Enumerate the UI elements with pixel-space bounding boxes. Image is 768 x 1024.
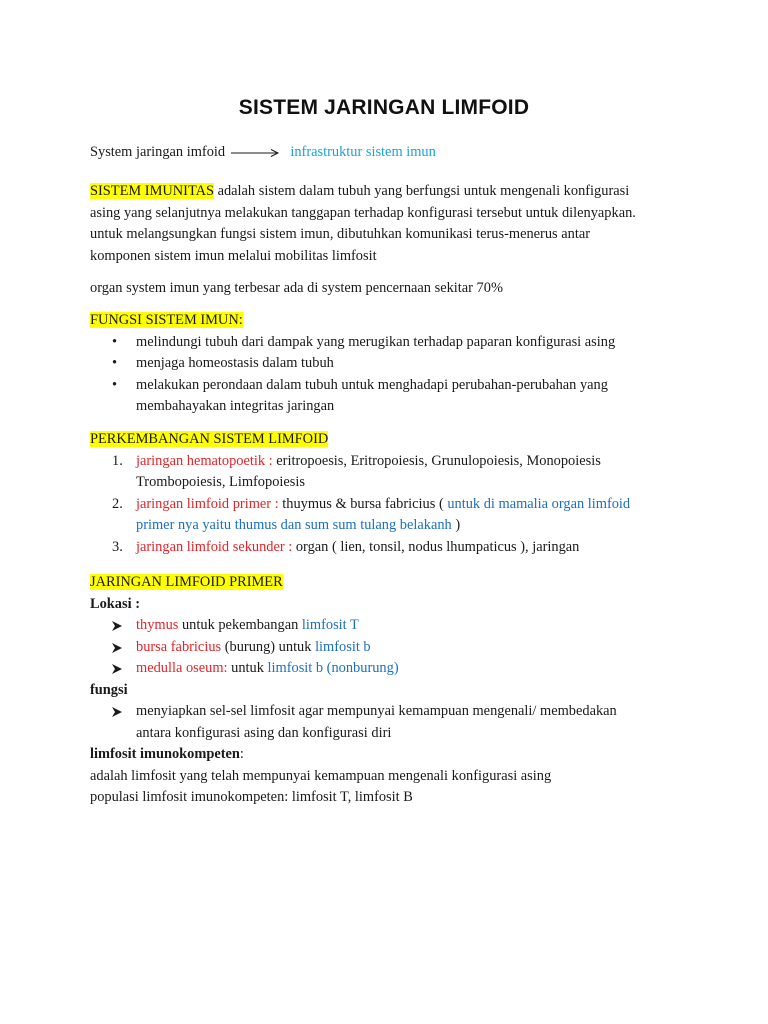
imunitas-text: adalah sistem dalam tubuh yang berfungsi untuk mengenali konfigurasi xyxy=(213,183,630,199)
intro-right: infrastruktur sistem imun xyxy=(290,144,436,160)
primer-heading: JARINGAN LIMFOID PRIMER xyxy=(90,574,283,590)
list-item: • melindungi tubuh dari dampak yang merugikan terhadap paparan konfigurasi asing xyxy=(90,332,690,354)
chevron-right-icon xyxy=(112,664,122,674)
perkembangan-heading: PERKEMBANGAN SISTEM LIMFOID xyxy=(90,431,329,447)
chevron-right-icon xyxy=(112,707,122,717)
list-item: • melakukan perondaan dalam tubuh untuk menghadapi perubahan-perubahan yang membahayakan integritas jaringan xyxy=(112,376,608,414)
imunitas-line-2: asing yang selanjutnya melakukan tanggapan terhadap konfigurasi tersebut untuk dilenyapkan. xyxy=(90,204,636,221)
page-title: SISTEM JARINGAN LIMFOID xyxy=(238,96,530,119)
imuno-line-1: adalah limfosit yang telah mempunyai kemampuan mengenali konfigurasi asing xyxy=(90,767,552,784)
list-item: medulla oseum: untuk limfosit b (nonburung) xyxy=(90,658,690,680)
bullet-icon: • xyxy=(112,333,118,350)
intro-line xyxy=(90,142,690,164)
imunitas-paragraph xyxy=(90,181,690,267)
fungsi-label: fungsi xyxy=(90,681,128,698)
intro-left: System jaringan imfoid xyxy=(90,144,226,160)
lokasi-label: Lokasi : xyxy=(90,595,140,612)
organ-line: organ system imun yang terbesar ada di system pencernaan sekitar 70% xyxy=(90,280,503,296)
list-item: 2. jaringan limfoid primer : thuymus & bursa fabricius ( untuk di mamalia organ limfoid primer nya yaitu thumus dan sum sum tulang belakanh ) xyxy=(112,495,631,533)
list-item: 1. jaringan hematopoetik : eritropoesis, Eritropoiesis, Grunulopoiesis, Monopoiesis Trombopoiesis, Limfopoiesis xyxy=(112,452,601,490)
imunitas-term: SISTEM IMUNITAS xyxy=(90,183,214,199)
bullet-icon: • xyxy=(112,376,118,393)
imunitas-line-1 xyxy=(90,181,690,203)
chevron-right-icon xyxy=(112,643,122,653)
fungsi-imun-heading: FUNGSI SISTEM IMUN: xyxy=(90,312,243,328)
list-item: thymus untuk pekembangan limfosit T xyxy=(90,615,690,637)
imuno-heading: limfosit imunokompeten: xyxy=(90,746,244,762)
long-arrow-right-icon xyxy=(229,148,281,158)
imuno-line-2: populasi limfosit imunokompeten: limfosit T, limfosit B xyxy=(90,789,413,805)
primer-section xyxy=(90,572,690,809)
imunitas-line-4: komponen sistem imun melalui mobilitas limfosit xyxy=(90,247,377,264)
list-item: 3. jaringan limfoid sekunder : organ ( lien, tonsil, nodus lhumpaticus ), jaringan xyxy=(112,538,580,555)
list-item: • menjaga homeostasis dalam tubuh xyxy=(90,353,690,375)
chevron-right-icon xyxy=(112,621,122,631)
bullet-icon: • xyxy=(112,355,118,371)
imunitas-line-3: untuk melangsungkan fungsi sistem imun, dibutuhkan komunikasi terus-menerus antar xyxy=(90,226,590,242)
list-item: bursa fabricius (burung) untuk limfosit b xyxy=(90,637,690,659)
perkembangan-section xyxy=(90,429,690,558)
fungsi-imun-section xyxy=(90,310,690,418)
list-item: menyiapkan sel-sel limfosit agar mempunyai kemampuan mengenali/ membedakan antara konfigurasi asing dan konfigurasi diri xyxy=(90,701,690,744)
